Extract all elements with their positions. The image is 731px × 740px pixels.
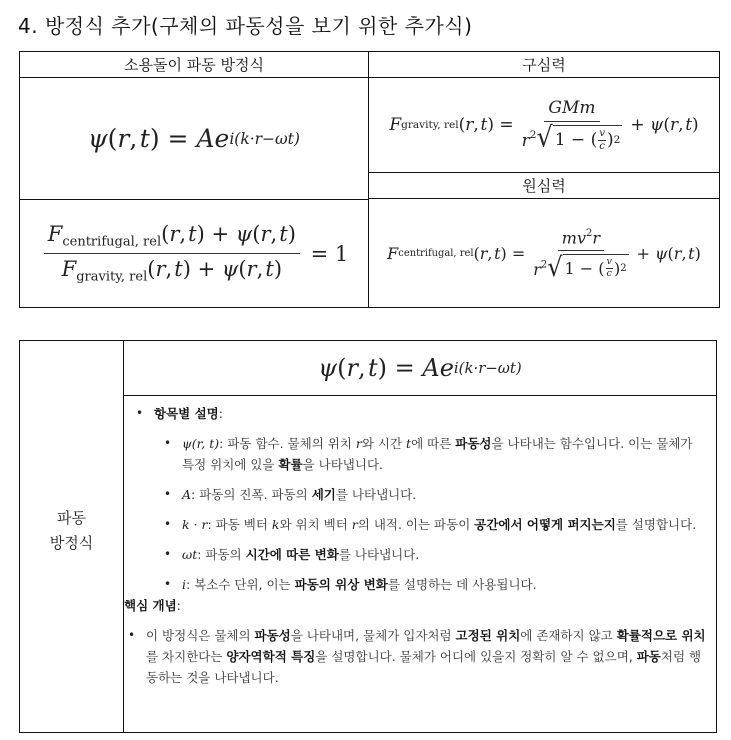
row-divider [123, 395, 716, 396]
wave-equation-label [20, 506, 123, 556]
list-item-imaginary-unit: • i: 복소수 단위, 이는 파동의 위상 변화를 설명하는 데 사용됩니다. [160, 574, 706, 595]
centripetal-equation-cell [369, 78, 719, 172]
section-title: 4. 방정식 추가(구체의 파동성을 보기 위한 추가식) [18, 14, 473, 38]
equations-table [19, 51, 720, 308]
wave-equation-cell [124, 341, 716, 395]
right-split-divider-bottom [368, 198, 719, 199]
centrifugal-equation-cell [369, 200, 719, 307]
ratio-equation-cell [20, 200, 368, 307]
wave-equation: ψ ( r , t ) = A e i(k·r−ωt) [318, 354, 522, 382]
section-core-concept: 핵심 개념: [124, 598, 181, 613]
wave-equation-explanation-table [19, 340, 717, 733]
vortex-wave-equation-cell [20, 78, 368, 199]
header-vortex-wave-equation: 소용돌이 파동 방정식 [124, 56, 264, 74]
label-line-2: 방정식 [49, 534, 94, 552]
label-line-1: 파동 [57, 509, 86, 527]
section-item-descriptions: • 항목별 설명: [132, 403, 706, 424]
centrifugal-equation: F centrifugal, rel ( r , t ) = $mv^2r$ $r^2$ √ 1 − ( v c ) 2 + ψ ( r , t ) [387, 227, 701, 283]
header-centripetal-force: 구심력 [522, 56, 566, 74]
list-item-psi: • ψ(r, t): 파동 함수. 물체의 위치 r와 시간 t에 따른 파동성을 나타내는 함수입니다. 이는 물체가 특정 위치에 있을 확률을 나타냅니다. [160, 433, 706, 475]
list-item-amplitude: • A: 파동의 진폭. 파동의 세기를 나타냅니다. [160, 484, 706, 505]
list-item-dot-product: • k · r: 파동 벡터 k와 위치 벡터 r의 내적. 이는 파동이 공간에서 어떻게 퍼지는지를 설명합니다. [160, 514, 706, 535]
ratio-equation: $\frac{F_{centrifugal, rel}(r, t) + \psi(r, t)}{F_{gravity, rel}(r, t) + \psi(r, t)}$ = 1 [40, 222, 349, 284]
list-item-omega-t: • ωt: 파동의 시간에 따른 변화를 나타냅니다. [160, 544, 706, 565]
centripetal-equation: F gravity, rel ( r , t ) = GMm $r^2$ √ 1 − ( v c ) 2 + ψ ( r , t ) [389, 98, 699, 155]
header-centrifugal-force: 원심력 [522, 177, 566, 195]
vortex-wave-equation: ψ ( r , t ) = A e i(k·r−ωt) [88, 124, 300, 153]
list-item-core-concept: • 이 방정식은 물체의 파동성을 나타내며, 물체가 입자처럼 고정된 위치에 존재하지 않고 확률적으로 위치를 차지한다는 양자역학적 특징을 설명합니다. 물체가 어디에 있을지 정확히 알 수 없으며, 파동처럼 행동하는 것을 나타냅니다. [124, 625, 706, 688]
explanation-content [124, 397, 706, 688]
